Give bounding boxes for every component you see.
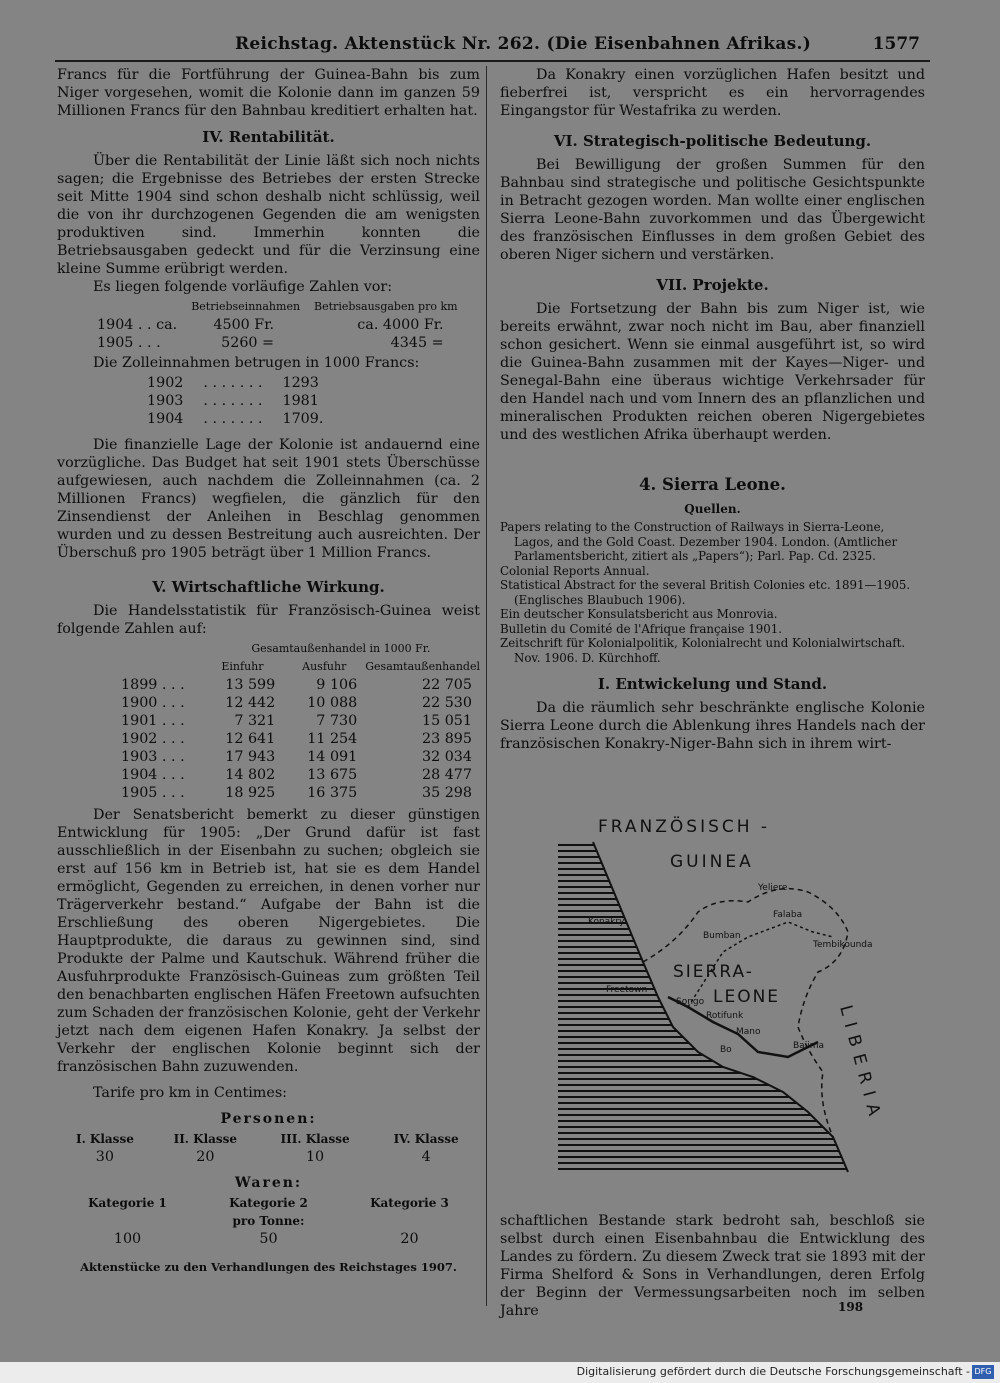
ocean-area bbox=[558, 842, 848, 1172]
paragraph: Tarife pro km in Centimes: bbox=[93, 1085, 287, 1101]
class-label: II. Klasse bbox=[173, 1132, 238, 1146]
source-item: Papers relating to the Construction of Railways in Sierra-Leone, Lagos, and the Gold Coast. Dezember 1904. London. (Amtlicher Parlamentsbericht, zitiert als „Papers“); Parl. Pap. Cd. 2325. bbox=[500, 520, 898, 563]
table-cell: 9 106 bbox=[316, 677, 358, 693]
category-label: Kategorie 3 bbox=[370, 1196, 449, 1210]
table-cell: 16 375 bbox=[307, 785, 358, 801]
section-heading-iv: IV. Rentabilität. bbox=[202, 128, 335, 146]
section-heading-vii: VII. Projekte. bbox=[656, 276, 769, 294]
category-label: Kategorie 2 bbox=[229, 1196, 308, 1210]
table-cell: 5260 = bbox=[221, 335, 275, 351]
source-item: Colonial Reports Annual. bbox=[500, 563, 650, 578]
map-label-guinea: GUINEA bbox=[670, 852, 754, 872]
trade-statistics-table bbox=[121, 640, 480, 802]
table-cell: 7 321 bbox=[234, 713, 276, 729]
paragraph: Da Konakry einen vorzüglichen Hafen besitzt und fieberfrei ist, verspricht es ein hervorragendes Eingangstor für Westafrika zu werden. bbox=[500, 67, 925, 119]
table-cell: 35 298 bbox=[421, 785, 472, 801]
tariff-value: 100 bbox=[113, 1231, 142, 1247]
running-title: Reichstag. Aktenstück Nr. 262. (Die Eisenbahnen Afrikas.) bbox=[235, 34, 812, 54]
table-row bbox=[121, 730, 480, 748]
map-label-french-guinea: FRANZÖSISCH - bbox=[598, 817, 771, 837]
table-row bbox=[147, 392, 323, 410]
paragraph: Die Fortsetzung der Bahn bis zum Niger ist, wie bereits erwähnt, zwar noch nicht im Bau, aber finanziell schon gesichert. Wenn sie einmal ausgeführt ist, so wird die Guinea-Bahn zusammen mit der Kayes—Niger- und Senegal-Bahn eine überaus wichtige Verkehrsader für den Handel nach und vom Innern des an pflanzlichen und mineralischen Produkten reichen oberen Nigergebietes und des westlichen Afrika überhaupt werden. bbox=[500, 301, 925, 443]
dfg-logo: DFG bbox=[972, 1365, 994, 1379]
table-row bbox=[121, 712, 480, 730]
table-cell: . . . . . . . bbox=[203, 411, 263, 427]
source-item: Ein deutscher Konsulatsbericht aus Monrovia. bbox=[500, 607, 778, 621]
table-cell: 1903 bbox=[147, 393, 184, 409]
paragraph: schaftlichen Bestande stark bedroht sah, beschloß sie selbst durch einen Eisenbahnbau die Entwicklung des Landes zu fördern. Zu diesem Zweck trat sie 1893 mit der Firma Shelford & Sons in Verhandlungen, deren Erfolg der Beginn der Vermessungsarbeiten noch im selben Jahre bbox=[500, 1213, 925, 1319]
class-label: I. Klasse bbox=[75, 1132, 134, 1146]
table-cell: 1902 . . . bbox=[121, 731, 185, 747]
table-cell: 1900 . . . bbox=[121, 695, 185, 711]
sources-heading: Quellen. bbox=[684, 502, 741, 516]
column-header: Gesamtaußenhandel bbox=[365, 660, 480, 673]
table-row bbox=[121, 676, 480, 694]
table-cell: 10 088 bbox=[307, 695, 358, 711]
paragraph: Die Zolleinnahmen betrugen in 1000 Francs: bbox=[93, 355, 420, 371]
table-cell: 4345 = bbox=[390, 335, 444, 351]
column-header: Betriebsausgaben pro km bbox=[314, 300, 458, 313]
table-cell: 13 599 bbox=[225, 677, 276, 693]
table-cell: 15 051 bbox=[421, 713, 472, 729]
table-cell: 22 530 bbox=[421, 695, 472, 711]
per-ton-note: pro Tonne: bbox=[232, 1214, 305, 1228]
caption-waren: Waren: bbox=[234, 1175, 303, 1191]
table-row bbox=[121, 784, 480, 802]
table-cell: 1904 . . . bbox=[121, 767, 185, 783]
table-cell: ca. 4000 Fr. bbox=[357, 317, 444, 333]
table-cell: 18 925 bbox=[225, 785, 276, 801]
table-cell: . . . . . . . bbox=[203, 393, 263, 409]
header-rule bbox=[55, 60, 930, 62]
table-cell: 1981 bbox=[282, 393, 319, 409]
table-cell: 13 675 bbox=[307, 767, 358, 783]
table-cell: 1903 . . . bbox=[121, 749, 185, 765]
page-number: 1577 bbox=[872, 34, 920, 54]
map-label-leone: LEONE bbox=[713, 987, 781, 1007]
paragraph: Da die räumlich sehr beschränkte englische Kolonie Sierra Leone durch die Ablenkung ihres Handels nach der französischen Konakry-Niger-Bahn sich in ihrem wirt- bbox=[500, 700, 925, 752]
class-label: IV. Klasse bbox=[393, 1132, 459, 1146]
class-label: III. Klasse bbox=[280, 1132, 350, 1146]
page-header bbox=[100, 34, 920, 62]
table-cell: 1904 . . ca. bbox=[97, 317, 178, 333]
collection-footer: Aktenstücke zu den Verhandlungen des Reichstages 1907. bbox=[80, 1260, 457, 1274]
table-row bbox=[121, 694, 480, 712]
table-row bbox=[147, 410, 323, 428]
map-label-sierra: SIERRA- bbox=[673, 962, 754, 982]
table-cell: 1709. bbox=[282, 411, 324, 427]
table-cell: 17 943 bbox=[225, 749, 276, 765]
chapter-heading-sierra-leone: 4. Sierra Leone. bbox=[639, 475, 786, 494]
left-column bbox=[57, 66, 480, 1276]
source-item: Zeitschrift für Kolonialpolitik, Kolonialrecht und Kolonialwirtschaft. Nov. 1906. D. Kürchhoff. bbox=[500, 636, 906, 665]
column-group-header: Gesamtaußenhandel in 1000 Fr. bbox=[251, 642, 431, 655]
map-place-baiima: Baiima bbox=[793, 1041, 824, 1051]
map-place-mano: Mano bbox=[736, 1027, 761, 1037]
tariff-value: 4 bbox=[421, 1149, 431, 1165]
table-cell: 1904 bbox=[147, 411, 184, 427]
paragraph: Es liegen folgende vorläufige Zahlen vor: bbox=[93, 279, 393, 295]
table-row bbox=[121, 748, 480, 766]
map-place-konakry: Konakry bbox=[588, 917, 625, 927]
tariff-value: 20 bbox=[400, 1231, 419, 1247]
freight-tariff-table bbox=[57, 1194, 480, 1248]
sierra-leone-map bbox=[548, 812, 933, 1207]
column-header: Betriebseinnahmen bbox=[191, 300, 301, 313]
column-divider bbox=[486, 66, 487, 1306]
map-place-rotifunk: Rotifunk bbox=[706, 1011, 744, 1021]
map-place-freetown: Freetown bbox=[606, 985, 648, 995]
tariff-value: 10 bbox=[305, 1149, 325, 1165]
operating-figures-table bbox=[97, 298, 458, 352]
table-cell: 1901 . . . bbox=[121, 713, 185, 729]
column-header: Ausfuhr bbox=[302, 660, 347, 673]
table-cell: 7 730 bbox=[316, 713, 358, 729]
table-cell: 1899 . . . bbox=[121, 677, 185, 693]
table-row bbox=[147, 374, 323, 392]
table-cell: 12 641 bbox=[225, 731, 276, 747]
sheet-marker: 198 bbox=[838, 1300, 864, 1314]
map-place-bumban: Bumban bbox=[703, 931, 741, 941]
table-cell: 1293 bbox=[282, 375, 319, 391]
tariff-value: 30 bbox=[95, 1149, 114, 1165]
sources-list bbox=[500, 520, 925, 665]
table-cell: 1905 . . . bbox=[121, 785, 185, 801]
map-place-falaba: Falaba bbox=[773, 910, 803, 920]
paragraph: Der Senatsbericht bemerkt zu dieser günstigen Entwicklung für 1905: „Der Grund dafür ist fast ausschließlich in der Eisenbahn zu suchen; obgleich sie erst auf 156 km in Betrieb ist, hat sie es dem Handel ermöglicht, Gegenden zu erreichen, in denen vorher nur Trägerverkehr bestand.“ Aufgabe der Bahn ist die Erschließung des oberen Nigergebietes. Die Hauptprodukte, die daraus zu gewinnen sind, sind Produkte der Palme und Kautschuk. Während früher die Ausfuhrprodukte Französisch-Guineas zum größten Teil den benachbarten englischen Häfen Freetown aufsuchten zum Schaden der französischen Kolonie, geht der Verkehr jetzt nach dem eigenen Hafen Konakry. Ja selbst der Verkehr der englischen Kolonie beginnt sich der französischen Bahn zuzuwenden. bbox=[57, 807, 480, 1075]
table-row bbox=[97, 334, 458, 352]
dfg-footer-bar bbox=[0, 1362, 1000, 1383]
category-label: Kategorie 1 bbox=[88, 1196, 167, 1210]
map-place-bo: Bo bbox=[720, 1045, 732, 1055]
table-cell: 4500 Fr. bbox=[213, 317, 275, 333]
caption-personen: Personen: bbox=[220, 1111, 317, 1127]
table-cell: 1902 bbox=[147, 375, 184, 391]
source-item: Bulletin du Comité de l'Afrique française 1901. bbox=[500, 621, 782, 636]
section-heading-v: V. Wirtschaftliche Wirkung. bbox=[152, 578, 385, 596]
table-cell: 1905 . . . bbox=[97, 335, 161, 351]
table-row bbox=[97, 316, 458, 334]
paragraph: Bei Bewilligung der großen Summen für den Bahnbau sind strategische und politische Gesichtspunkte in Betracht gezogen worden. Man wollte einer englischen Sierra Leone-Bahn zuvorkommen und das Übergewicht des französischen Einflusses in dem großen Gebiet des oberen Niger sichern und verstärken. bbox=[500, 157, 925, 263]
table-cell: 11 254 bbox=[307, 731, 358, 747]
customs-table bbox=[147, 374, 323, 428]
paragraph: Über die Rentabilität der Linie läßt sich noch nichts sagen; die Ergebnisse des Betriebes der ersten Strecke seit Mitte 1904 sind schon deshalb nicht schlüssig, weil die von ihr durchzogenen Gegenden die am wenigsten produktiven sind. Immerhin konnten die Betriebsausgaben gedeckt und für die Verzinsung eine kleine Summe erübrigt werden. bbox=[57, 153, 480, 277]
map-label-liberia: LIBERIA bbox=[835, 1003, 886, 1126]
section-heading-vi: VI. Strategisch-politische Bedeutung. bbox=[553, 132, 872, 150]
tariff-value: 50 bbox=[259, 1231, 278, 1247]
table-cell: 28 477 bbox=[421, 767, 472, 783]
right-column bbox=[500, 66, 925, 753]
table-cell: . . . . . . . bbox=[203, 375, 263, 391]
paragraph: Die finanzielle Lage der Kolonie ist andauernd eine vorzügliche. Das Budget hat seit 1901 stets Überschüsse aufgewiesen, auch nachdem die Zolleinnahmen (ca. 2 Millionen Francs) wegfielen, die gänzlich für den Zinsendienst der Anleihen in Beschlag genommen wurden und zu dessen Bestreitung auch ausreichten. Der Überschuß pro 1905 beträgt über 1 Million Francs. bbox=[57, 437, 480, 561]
table-cell: 12 442 bbox=[225, 695, 276, 711]
source-item: Statistical Abstract for the several British Colonies etc. 1891—1905. (Englisches Blaubuch 1906). bbox=[500, 578, 911, 607]
section-heading-i: I. Entwickelung und Stand. bbox=[597, 675, 828, 693]
map-place-tembikounda: Tembikounda bbox=[813, 940, 873, 950]
paragraph: Francs für die Fortführung der Guinea-Bahn bis zum Niger vorgesehen, womit die Kolonie dann im ganzen 59 Millionen Francs für den Bahnbau kreditiert erhalten hat. bbox=[57, 67, 480, 119]
table-cell: 23 895 bbox=[421, 731, 472, 747]
passenger-tariff-table bbox=[57, 1130, 480, 1166]
table-row bbox=[121, 766, 480, 784]
table-cell: 32 034 bbox=[421, 749, 472, 765]
map-place-songo: Songo bbox=[676, 997, 705, 1007]
paragraph: Die Handelsstatistik für Französisch-Guinea weist folgende Zahlen auf: bbox=[57, 603, 480, 637]
column-header: Einfuhr bbox=[221, 660, 264, 673]
table-cell: 14 091 bbox=[307, 749, 358, 765]
table-cell: 22 705 bbox=[421, 677, 472, 693]
tariff-value: 20 bbox=[196, 1149, 215, 1165]
dfg-note: Digitalisierung gefördert durch die Deutsche Forschungsgemeinschaft - bbox=[576, 1365, 970, 1378]
table-cell: 14 802 bbox=[225, 767, 276, 783]
map-place-yeliere: Yeliere bbox=[758, 883, 788, 893]
